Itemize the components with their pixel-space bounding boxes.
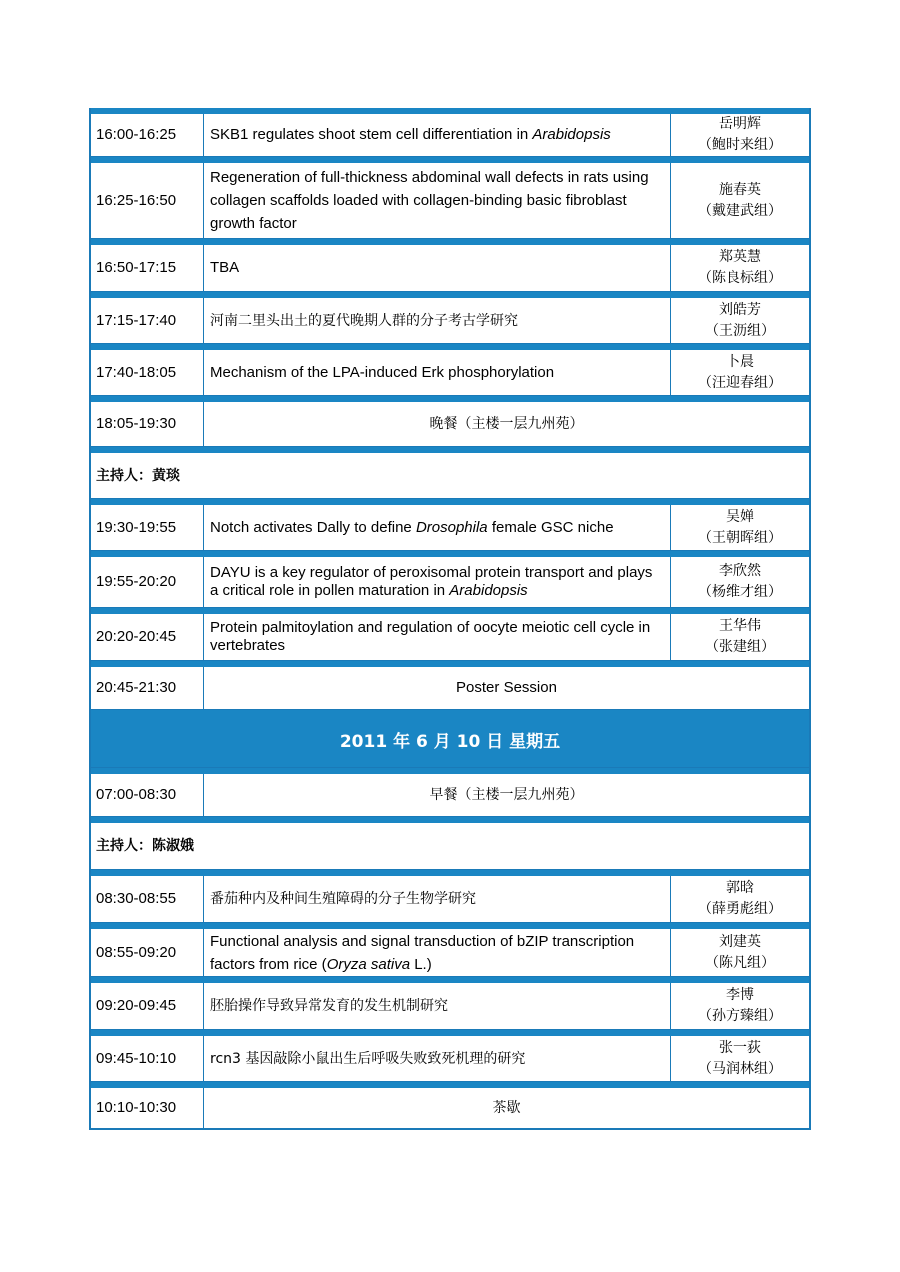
- speaker-cell: [671, 876, 809, 922]
- table-row: [91, 396, 809, 447]
- speaker-cell: [671, 298, 809, 343]
- talk-title: 胚胎操作导致异常发育的发生机制研究: [204, 983, 671, 1029]
- speaker-name: 刘建英: [719, 933, 761, 950]
- table-row: [91, 157, 809, 239]
- date-banner-row: [91, 710, 809, 768]
- speaker-cell: [671, 163, 809, 238]
- time-cell: 10:10-10:30: [91, 1088, 204, 1128]
- table-row: [91, 661, 809, 710]
- table-row: [91, 977, 809, 1030]
- time-cell: 20:45-21:30: [91, 667, 204, 709]
- speaker-cell: [671, 929, 809, 976]
- speaker-group: （孙方臻组）: [698, 1008, 782, 1024]
- time-cell: 09:20-09:45: [91, 983, 204, 1029]
- table-row: [91, 499, 809, 551]
- speaker-name: 张一荻: [719, 1039, 761, 1056]
- date-banner: 2011 年 6 月 10 日 星期五: [91, 716, 809, 767]
- table-row: [91, 870, 809, 923]
- speaker-name: 刘皓芳: [719, 301, 761, 318]
- speaker-name: 郭晗: [726, 880, 754, 896]
- speaker-cell: [671, 350, 809, 395]
- time-cell: 17:40-18:05: [91, 350, 204, 395]
- talk-title: rcn3 基因敲除小鼠出生后呼吸失败致死机理的研究: [204, 1036, 671, 1081]
- table-row: [91, 239, 809, 292]
- speaker-name: 施春英: [719, 181, 761, 198]
- session-break: 早餐（主楼一层九州苑）: [429, 787, 584, 803]
- time-cell: 08:55-09:20: [91, 929, 204, 976]
- speaker-name: 岳明辉: [719, 116, 761, 132]
- table-row: [91, 768, 809, 817]
- session-host: 主持人：陈淑娥: [96, 838, 194, 854]
- table-row: [91, 292, 809, 344]
- table-row: [91, 1030, 809, 1082]
- session-break: Poster Session: [456, 679, 557, 696]
- time-cell: 16:50-17:15: [91, 245, 204, 291]
- table-row: [91, 1082, 809, 1130]
- time-cell: 07:00-08:30: [91, 774, 204, 816]
- speaker-cell: [671, 557, 809, 607]
- time-cell: 08:30-08:55: [91, 876, 204, 922]
- time-cell: 18:05-19:30: [91, 402, 204, 446]
- time-cell: 16:00-16:25: [91, 114, 204, 156]
- speaker-group: （鲍时来组）: [698, 137, 782, 153]
- speaker-cell: [671, 614, 809, 660]
- speaker-name: 李博: [726, 987, 754, 1003]
- speaker-cell: [671, 505, 809, 550]
- talk-title: Regeneration of full-thickness abdominal wall defects in rats using collagen scaffolds loaded with collagen-binding basic fibroblast growth factor: [204, 163, 671, 238]
- talk-title: 河南二里头出土的夏代晚期人群的分子考古学研究: [204, 298, 671, 343]
- time-cell: 17:15-17:40: [91, 298, 204, 343]
- speaker-cell: [671, 114, 809, 156]
- host-row: [91, 447, 809, 499]
- speaker-group: （薛勇彪组）: [698, 901, 782, 917]
- speaker-group: （马润林组）: [698, 1060, 782, 1077]
- table-row: [91, 344, 809, 396]
- speaker-group: （杨维才组）: [698, 584, 782, 600]
- schedule-table: [89, 108, 811, 1130]
- talk-title: Functional analysis and signal transduction of bZIP transcription factors from rice (Oryza sativa L.): [204, 929, 671, 976]
- speaker-name: 李欣然: [719, 563, 761, 579]
- talk-title: Mechanism of the LPA-induced Erk phosphorylation: [204, 350, 671, 395]
- table-row: [91, 551, 809, 608]
- talk-title: TBA: [204, 245, 671, 291]
- time-cell: 20:20-20:45: [91, 614, 204, 660]
- speaker-name: 王华伟: [719, 618, 761, 634]
- host-row: [91, 817, 809, 870]
- speaker-name: 吴婵: [726, 508, 754, 525]
- speaker-cell: [671, 1036, 809, 1081]
- time-cell: 09:45-10:10: [91, 1036, 204, 1081]
- table-row: [91, 108, 809, 157]
- table-row: [91, 923, 809, 977]
- speaker-group: （王朝晖组）: [698, 529, 782, 546]
- time-cell: 19:30-19:55: [91, 505, 204, 550]
- talk-title: DAYU is a key regulator of peroxisomal protein transport and plays a critical role in pollen maturation in Arabidopsis: [204, 557, 671, 607]
- time-cell: 19:55-20:20: [91, 557, 204, 607]
- session-host: 主持人：黄琰: [96, 467, 180, 484]
- speaker-group: （汪迎春组）: [698, 374, 782, 391]
- talk-title: 番茄种内及种间生殖障碍的分子生物学研究: [204, 876, 671, 922]
- session-break: 晚餐（主楼一层九州苑）: [429, 416, 584, 432]
- speaker-group: （陈凡组）: [705, 954, 775, 971]
- speaker-name: 卜晨: [726, 353, 754, 370]
- speaker-group: （张建组）: [705, 639, 775, 655]
- speaker-cell: [671, 983, 809, 1029]
- speaker-name: 郑英慧: [719, 249, 761, 265]
- speaker-group: （陈良标组）: [698, 270, 782, 286]
- speaker-group: （王沥组）: [705, 322, 775, 339]
- time-cell: 16:25-16:50: [91, 163, 204, 238]
- session-break: 茶歇: [492, 1100, 521, 1116]
- talk-title: SKB1 regulates shoot stem cell differentiation in Arabidopsis: [204, 114, 671, 156]
- speaker-group: （戴建武组）: [698, 202, 782, 219]
- speaker-cell: [671, 245, 809, 291]
- talk-title: Protein palmitoylation and regulation of oocyte meiotic cell cycle in vertebrates: [204, 614, 671, 660]
- table-row: [91, 608, 809, 661]
- talk-title: Notch activates Dally to define Drosophila female GSC niche: [204, 505, 671, 550]
